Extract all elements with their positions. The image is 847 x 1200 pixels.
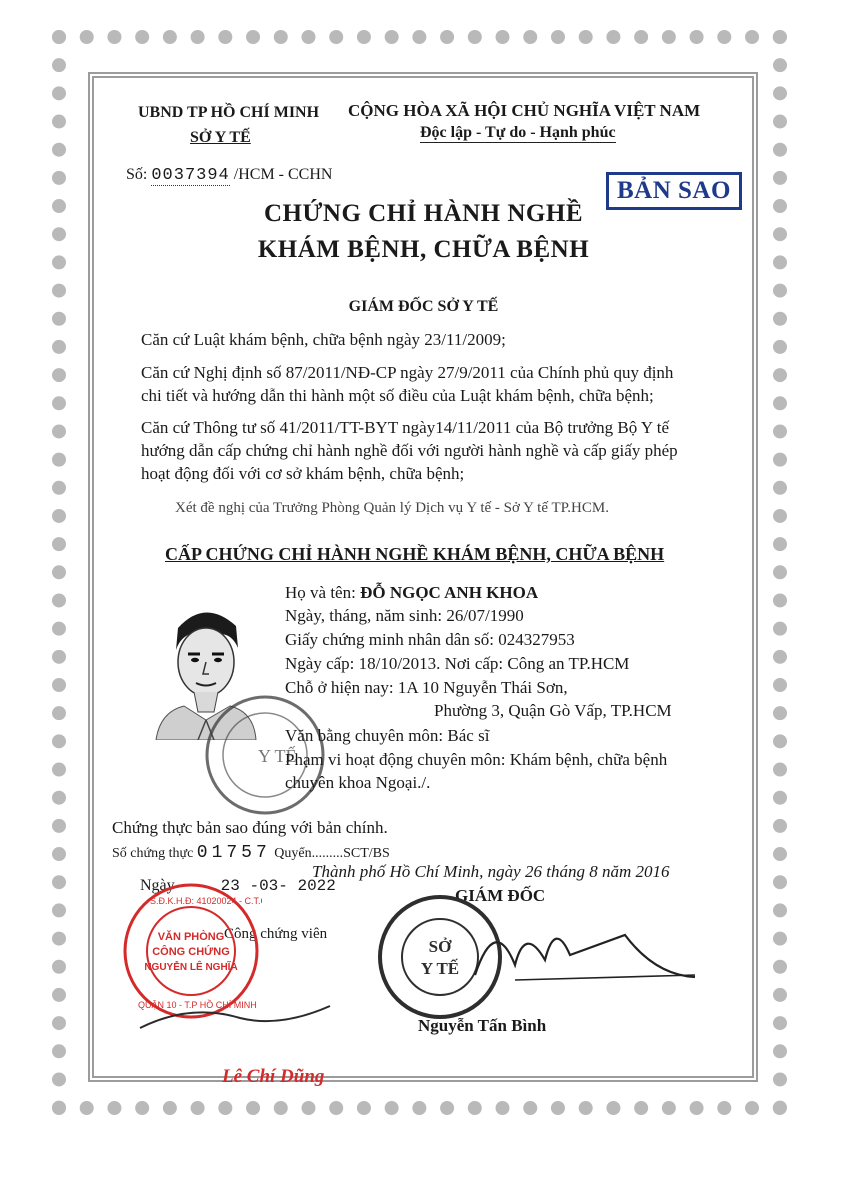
signer-title: GIÁM ĐỐC — [455, 886, 546, 905]
issue-date-value: 18/10/2013. — [358, 654, 441, 673]
person-name: ĐỖ NGỌC ANH KHOA — [360, 583, 539, 602]
person-dob-row — [285, 604, 524, 628]
seal-text-2: CÔNG CHỨNG — [152, 946, 230, 958]
name-label: Họ và tên: — [285, 583, 356, 602]
notary-signature-icon — [130, 998, 350, 1038]
header-motto: Độc lập - Tự do - Hạnh phúc — [420, 124, 616, 141]
degree-value: Bác sĩ — [447, 726, 490, 745]
basis-line-4: Căn cứ Thông tư số 41/2011/TT-BYT ngày14/11/2011 của Bộ trưởng Bộ Y tế — [141, 418, 670, 437]
signer-name: Nguyễn Tấn Bình — [418, 1016, 547, 1035]
dob-label: Ngày, tháng, năm sinh: — [285, 606, 443, 625]
cert-number-value: 01757 — [196, 843, 271, 863]
seal-ring-bottom: QUẬN 10 - T.P HỒ CHÍ MINH — [138, 1000, 257, 1010]
seal-text-1: VĂN PHÒNG — [157, 931, 225, 943]
basis-line-1: Căn cứ Luật khám bệnh, chữa bệnh ngày 23/11/2009; — [141, 330, 506, 349]
header-country: CỘNG HÒA XÃ HỘI CHỦ NGHĨA VIỆT NAM — [348, 101, 701, 120]
notary-name: Lê Chí Dũng — [222, 1066, 325, 1087]
director-signature-icon — [455, 905, 705, 995]
scope-label: Phạm vi hoạt động chuyên môn: — [285, 750, 506, 769]
issuer-title: GIÁM ĐỐC SỞ Y TẾ — [348, 298, 499, 315]
basis-line-6: hoạt động đối với cơ sở khám bệnh, chữa bệnh; — [141, 464, 465, 483]
basis-line-7: Xét đề nghị của Trưởng Phòng Quản lý Dịch vụ Y tế - Sở Y tế TP.HCM. — [175, 500, 609, 516]
cert-number-label: Số chứng thực — [112, 846, 194, 861]
place-date: Thành phố Hồ Chí Minh, ngày 26 tháng 8 năm 2016 — [312, 862, 670, 881]
cert-date-value: 23 -03- 2022 — [220, 877, 336, 895]
certification-line: Chứng thực bản sao đúng với bản chính. — [112, 818, 388, 837]
seal-center-1: SỞ — [428, 937, 452, 956]
scope-line1: Khám bệnh, chữa bệnh — [509, 750, 668, 769]
address-label: Chỗ ở hiện nay: — [285, 678, 394, 697]
degree-label: Văn bằng chuyên môn: — [285, 726, 444, 745]
seal-ring-top: S.Đ.K.H.Đ: 41020024 - C.T.C — [150, 896, 262, 906]
svg-text:Y TẾ: Y TẾ — [258, 746, 297, 766]
address-line2: Phường 3, Quận Gò Vấp, TP.HCM — [434, 701, 672, 720]
notary-role: Công chứng viên — [224, 926, 328, 942]
person-issue-row — [285, 652, 629, 676]
header-authority: UBND TP HỒ CHÍ MINH — [138, 104, 320, 121]
number-label: Số: — [126, 166, 148, 183]
dob-value: 26/07/1990 — [446, 606, 524, 625]
basis-line-3: chi tiết và hướng dẫn thi hành một số điều của Luật khám bệnh, chữa bệnh; — [141, 386, 654, 405]
number-value: 0037394 — [151, 166, 230, 185]
issue-place-label: Nơi cấp: — [444, 654, 504, 673]
certification-number-row — [112, 843, 390, 863]
cert-book-label: Quyển.........SCT/BS — [274, 846, 390, 861]
address-line1: 1A 10 Nguyễn Thái Sơn, — [397, 678, 568, 697]
basis-line-2: Căn cứ Nghị định số 87/2011/NĐ-CP ngày 27/9/2011 của Chính phủ quy định — [141, 363, 674, 382]
seal-text-3: NGUYỄN LÊ NGHĨA — [144, 962, 238, 973]
id-value: 024327953 — [498, 630, 575, 649]
person-degree-row — [285, 724, 489, 748]
person-name-row — [285, 581, 538, 605]
cert-date-label: Ngày — [140, 877, 175, 894]
person-address-row — [285, 676, 568, 700]
issue-date-label: Ngày cấp: — [285, 654, 355, 673]
document-title-line1: CHỨNG CHỈ HÀNH NGHỀ — [264, 200, 583, 227]
grant-heading: CẤP CHỨNG CHỈ HÀNH NGHỀ KHÁM BỆNH, CHỮA BỆNH — [165, 544, 665, 564]
certificate-number — [126, 166, 332, 185]
id-label: Giấy chứng minh nhân dân số: — [285, 630, 494, 649]
copy-stamp: BẢN SAO — [606, 172, 742, 210]
person-scope-row — [285, 748, 667, 772]
document-title-line2: KHÁM BỆNH, CHỮA BỆNH — [257, 236, 590, 263]
issue-place-value: Công an TP.HCM — [507, 654, 630, 673]
seal-center-2: Y TẾ — [420, 959, 460, 978]
scope-line2: chuyên khoa Ngoại./. — [285, 773, 431, 792]
number-suffix: /HCM - CCHN — [233, 166, 333, 183]
basis-line-5: hướng dẫn cấp chứng chỉ hành nghề đối với người hành nghề và cấp giấy phép — [141, 441, 678, 460]
header-department: SỞ Y TẾ — [190, 129, 251, 146]
person-id-row — [285, 628, 575, 652]
